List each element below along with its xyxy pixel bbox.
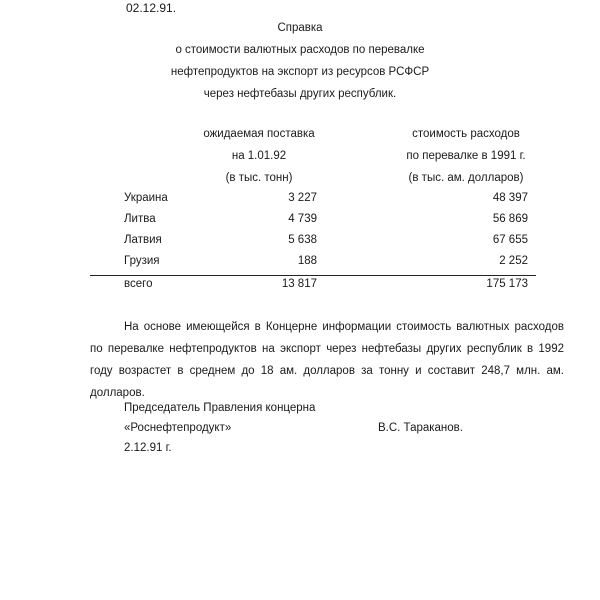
document-title: Справка: [277, 22, 323, 34]
document-subtitle-line-1: о стоимости валютных расходов по перевалке: [175, 44, 425, 56]
total-divider-line: [90, 275, 536, 276]
total-cost: 175 173: [486, 278, 528, 290]
document-subtitle-line-2: нефтепродуктов на экспорт из ресурсов РСФСР: [170, 66, 430, 78]
table-row-label: Латвия: [124, 234, 162, 246]
table-row-label: Литва: [124, 213, 156, 225]
table-cell-cost: 2 252: [499, 255, 528, 267]
supply-column-header-unit: (в тыс. тонн): [225, 172, 293, 184]
table-cell-cost: 48 397: [492, 192, 528, 204]
table-cell-supply: 188: [297, 255, 317, 267]
table-cell-cost: 56 869: [492, 213, 528, 225]
cost-column-header-period: по перевалке в 1991 г.: [406, 150, 526, 162]
document-date: 02.12.91.: [126, 1, 177, 15]
body-paragraph: На основе имеющейся в Концерне информации стоимость валютных расходов по перевалке нефтепродуктов на экспорт через нефтебазы других республик в 1992 году возрастет в среднем до 18 ам. долларов за тонну и составит 248,7 млн. ам. долларов.: [90, 321, 564, 399]
document-subtitle-line-3: через нефтебазы других республик.: [203, 88, 397, 100]
total-row-label: всего: [124, 278, 153, 290]
table-cell-supply: 5 638: [288, 234, 317, 246]
signatory-position: Председатель Правления концерна: [124, 402, 316, 414]
table-row-label: Украина: [124, 192, 168, 204]
cost-column-header-unit: (в тыс. ам. долларов): [408, 172, 524, 184]
supply-column-header: ожидаемая поставка: [203, 128, 315, 140]
table-cell-cost: 67 655: [492, 234, 528, 246]
supply-column-header-date: на 1.01.92: [231, 150, 287, 162]
table-row-label: Грузия: [124, 255, 160, 267]
signature-date: 2.12.91 г.: [124, 442, 172, 454]
signatory-organization: «Роснефтепродукт»: [124, 422, 232, 434]
table-cell-supply: 4 739: [288, 213, 317, 225]
total-supply: 13 817: [281, 278, 317, 290]
signatory-name: В.С. Тараканов.: [378, 422, 463, 434]
table-cell-supply: 3 227: [288, 192, 317, 204]
cost-column-header: стоимость расходов: [412, 128, 520, 140]
